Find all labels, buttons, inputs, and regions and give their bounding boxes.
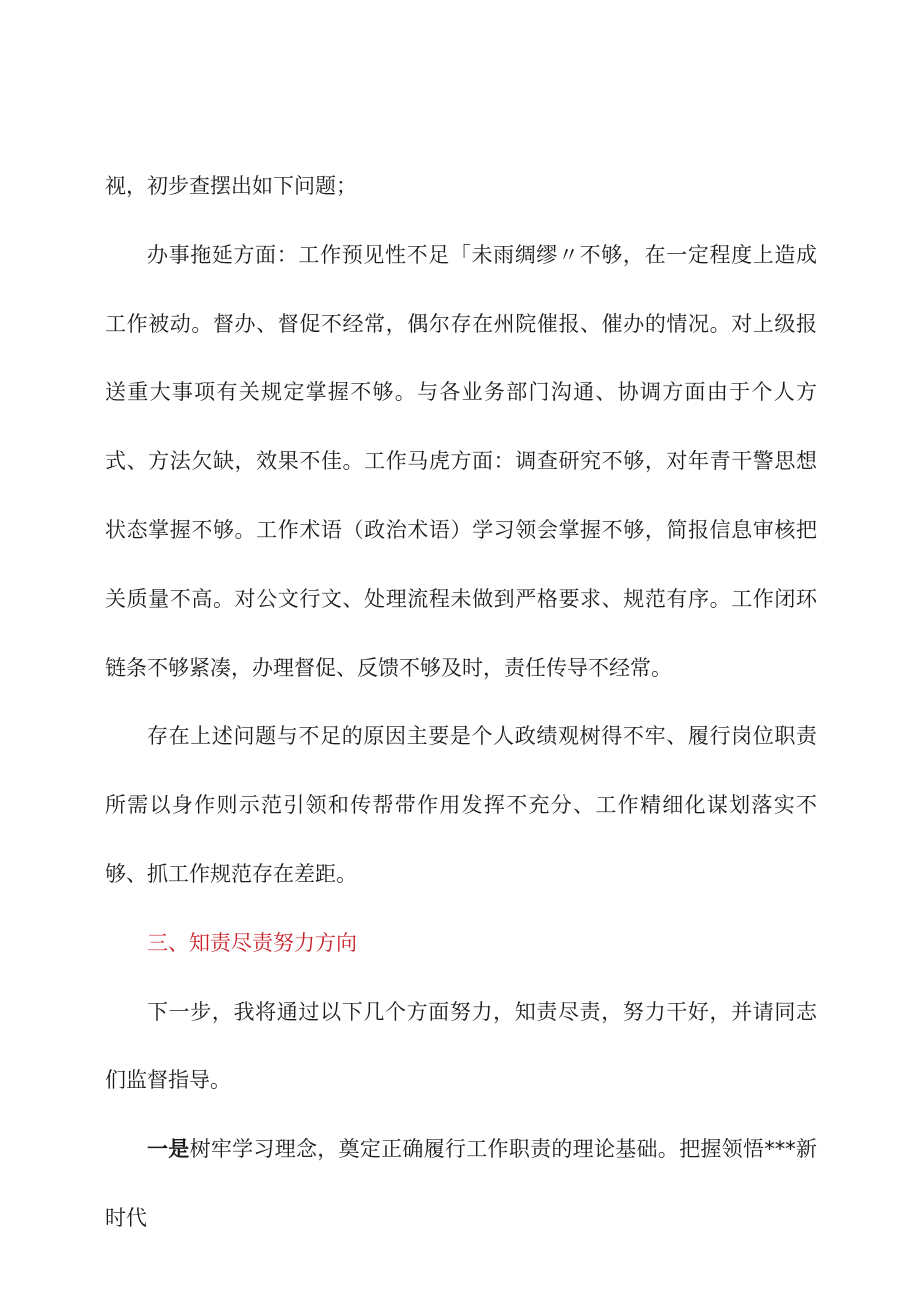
paragraph-continuation: 视，初步查摆出如下问题；	[105, 174, 357, 198]
item-one-text: 树牢学习理念，奠定正确履行工作职责的理论基础。把握领悟***新时代	[105, 1137, 818, 1230]
paragraph-item-one	[105, 1115, 817, 1253]
item-one-lead: 一是	[147, 1137, 190, 1162]
paragraph-causes: 存在上述问题与不足的原因主要是个人政绩观树得不牢、履行岗位职责所需以身作则示范引领和传帮带作用发挥不充分、工作精细化谋划落实不够、抓工作规范存在差距。	[105, 724, 817, 886]
paragraph-problems: 办事拖延方面：工作预见性不足「未雨绸缪〃不够，在一定程度上造成工作被动。督办、督促不经常，偶尔存在州院催报、催办的情况。对上级报送重大事项有关规定掌握不够。与各业务部门沟通、协调方面由于个人方式、方法欠缺，效果不佳。工作马虎方面：调查研究不够，对年青干警思想状态掌握不够。工作术语（政治术语）学习领会掌握不够，简报信息审核把关质量不高。对公文行文、处理流程未做到严格要求、规范有序。工作闭环链条不够紧凑，办理督促、反馈不够及时，责任传导不经常。	[105, 242, 817, 680]
document-body	[105, 152, 817, 1253]
paragraph-next-steps: 下一步，我将通过以下几个方面努力，知责尽责，努力干好，并请同志们监督指导。	[105, 999, 817, 1093]
section-heading: 三、知责尽责努力方向	[147, 930, 357, 955]
